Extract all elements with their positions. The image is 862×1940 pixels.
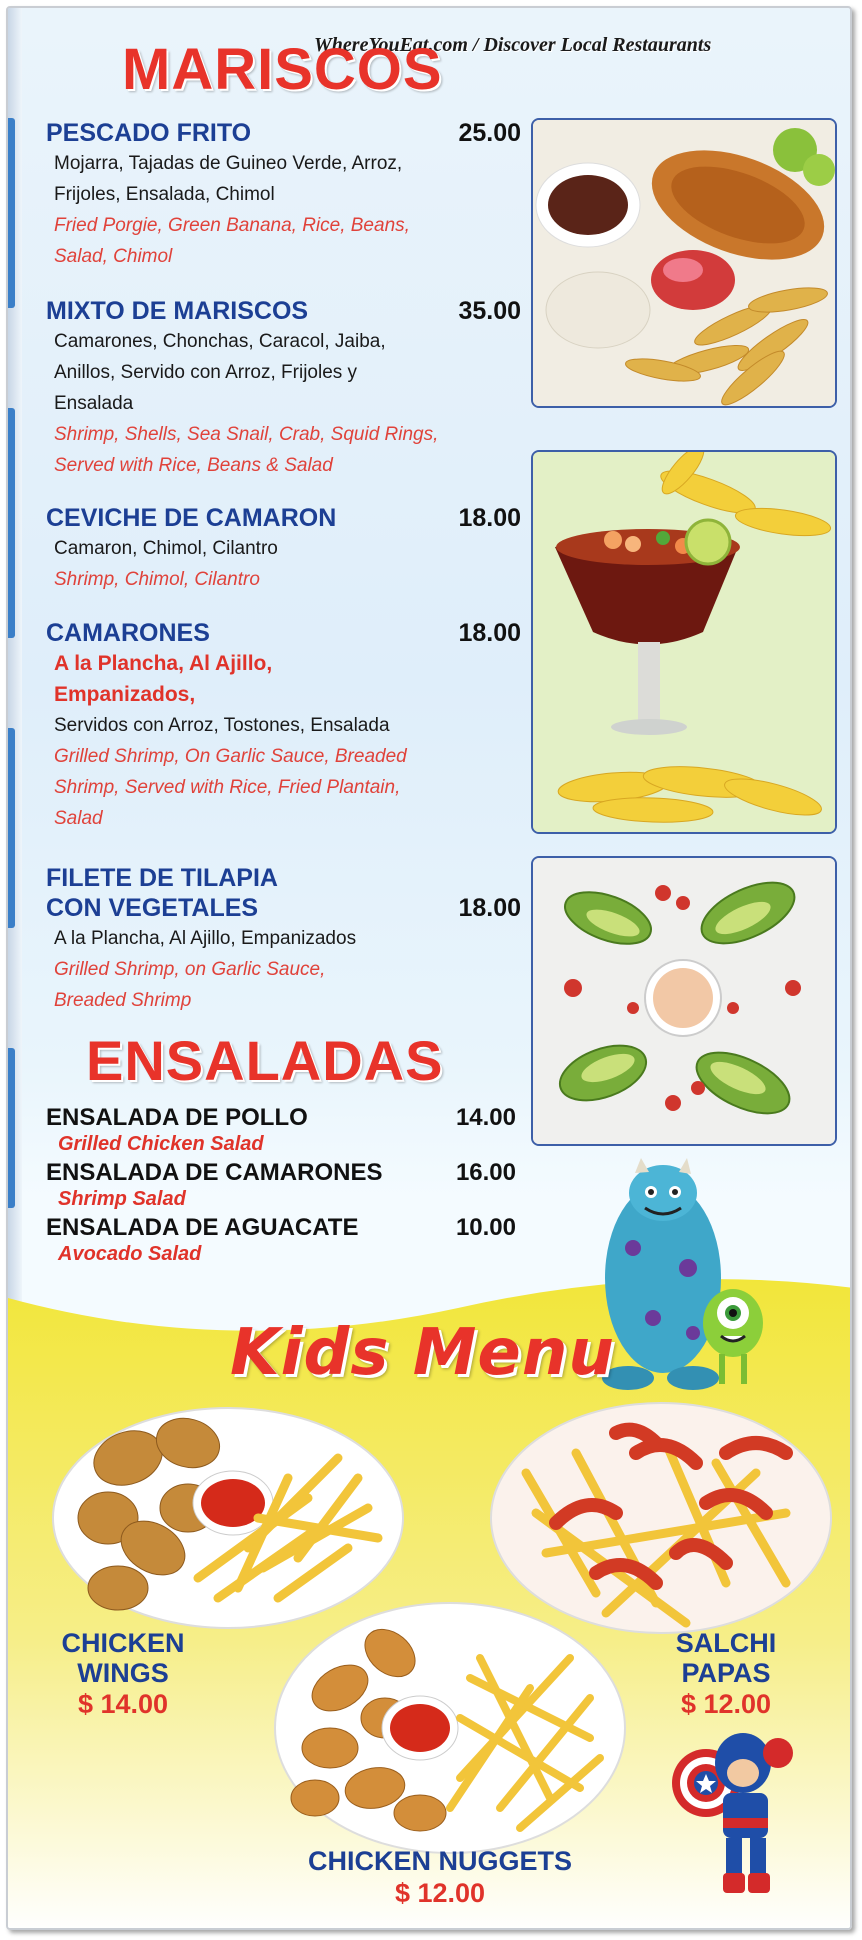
salad-photo bbox=[531, 856, 837, 1146]
item-name: MIXTO DE MARISCOS bbox=[46, 297, 309, 325]
edge-tab bbox=[8, 408, 15, 638]
item-price: 25.00 bbox=[458, 119, 521, 147]
kids-item-price: $ 12.00 bbox=[680, 1689, 772, 1719]
salad-item-pollo bbox=[46, 1104, 516, 1156]
menu-item-filete-de-tilapia bbox=[46, 863, 521, 1016]
item-translation: Grilled Shrimp, on Garlic Sauce, bbox=[54, 959, 326, 980]
item-price: 18.00 bbox=[458, 504, 521, 532]
item-price: 18.00 bbox=[458, 619, 521, 647]
salad-name: ENSALADA DE AGUACATE bbox=[46, 1214, 359, 1241]
edge-tab bbox=[8, 1048, 15, 1208]
item-translation: Grilled Shrimp, On Garlic Sauce, Breaded bbox=[54, 746, 407, 767]
item-description: Servidos con Arroz, Tostones, Ensalada bbox=[54, 715, 390, 736]
item-translation: Fried Porgie, Green Banana, Rice, Beans, bbox=[54, 215, 410, 236]
item-name: CEVICHE DE CAMARON bbox=[46, 504, 337, 532]
salad-price: 16.00 bbox=[455, 1159, 516, 1186]
superhero-illustration bbox=[668, 1728, 798, 1898]
kids-item-price: $ 12.00 bbox=[394, 1878, 486, 1908]
item-name-line2: CON VEGETALES bbox=[46, 894, 259, 922]
kids-item-price: $ 14.00 bbox=[77, 1689, 169, 1719]
pescado-frito-photo bbox=[531, 118, 837, 408]
item-preparation: Empanizados, bbox=[54, 683, 196, 706]
ensaladas-title: ENSALADAS bbox=[86, 1029, 444, 1092]
edge-tab bbox=[8, 118, 15, 308]
menu-page bbox=[6, 6, 852, 1930]
item-name: FILETE DE TILAPIA bbox=[46, 864, 278, 892]
item-translation: Served with Rice, Beans & Salad bbox=[54, 455, 333, 476]
item-translation: Breaded Shrimp bbox=[54, 990, 192, 1011]
kids-item-chicken-nuggets bbox=[270, 1846, 610, 1876]
kids-item-name: PAPAS bbox=[681, 1658, 771, 1688]
ceviche-photo bbox=[531, 450, 837, 834]
salad-translation: Grilled Chicken Salad bbox=[58, 1133, 264, 1155]
item-translation: Salad bbox=[54, 808, 103, 829]
item-price: 18.00 bbox=[458, 894, 521, 922]
salad-price: 14.00 bbox=[455, 1104, 516, 1131]
item-description: Frijoles, Ensalada, Chimol bbox=[54, 184, 275, 205]
item-description: Camaron, Chimol, Cilantro bbox=[54, 538, 278, 559]
avocado-salad-image bbox=[533, 858, 835, 1144]
item-description: Anillos, Servido con Arroz, Frijoles y bbox=[54, 362, 358, 383]
kids-item-name: CHICKEN bbox=[61, 1628, 185, 1658]
item-translation: Salad, Chimol bbox=[54, 246, 173, 267]
menu-item-camarones bbox=[46, 618, 521, 834]
kids-item-name: WINGS bbox=[77, 1658, 169, 1688]
chicken-nuggets-photo bbox=[270, 1598, 630, 1858]
mariscos-title: MARISCOS bbox=[122, 37, 443, 102]
salad-name: ENSALADA DE CAMARONES bbox=[46, 1159, 383, 1186]
item-description: Camarones, Chonchas, Caracol, Jaiba, bbox=[54, 331, 386, 352]
kids-item-salchi-papas bbox=[646, 1628, 806, 1688]
kids-menu-title: Kids Menu bbox=[230, 1316, 615, 1390]
item-name: PESCADO FRITO bbox=[46, 119, 252, 147]
salad-price: 10.00 bbox=[455, 1214, 516, 1241]
monster-characters-illustration bbox=[593, 1158, 783, 1398]
kids-item-name: SALCHI bbox=[675, 1628, 777, 1658]
edge-tab bbox=[8, 728, 15, 928]
watermark: WhereYouEat.com / Discover Local Restaurants bbox=[314, 34, 712, 56]
salad-name: ENSALADA DE POLLO bbox=[46, 1104, 308, 1131]
salad-translation: Shrimp Salad bbox=[58, 1188, 186, 1210]
menu-item-ceviche-de-camaron bbox=[46, 503, 521, 595]
item-description: Mojarra, Tajadas de Guineo Verde, Arroz, bbox=[54, 153, 403, 174]
item-translation: Shrimp, Chimol, Cilantro bbox=[54, 569, 260, 590]
menu-item-pescado-frito bbox=[46, 118, 521, 272]
salad-translation: Avocado Salad bbox=[58, 1243, 202, 1265]
menu-item-mixto-de-mariscos bbox=[46, 296, 521, 481]
kids-item-chicken-wings bbox=[38, 1628, 208, 1688]
item-translation: Shrimp, Shells, Sea Snail, Crab, Squid Rings, bbox=[54, 424, 439, 445]
kids-item-name: CHICKEN NUGGETS bbox=[307, 1846, 572, 1876]
item-description: A la Plancha, Al Ajillo, Empanizados bbox=[54, 928, 357, 949]
ceviche-cup-image bbox=[533, 452, 835, 832]
item-preparation: A la Plancha, Al Ajillo, bbox=[54, 652, 273, 675]
item-price: 35.00 bbox=[458, 297, 521, 325]
salad-item-camarones bbox=[46, 1159, 516, 1211]
item-translation: Shrimp, Served with Rice, Fried Plantain, bbox=[54, 777, 401, 798]
item-name: CAMARONES bbox=[46, 619, 210, 647]
item-description: Ensalada bbox=[54, 393, 134, 414]
fried-fish-plate-image bbox=[533, 120, 835, 406]
